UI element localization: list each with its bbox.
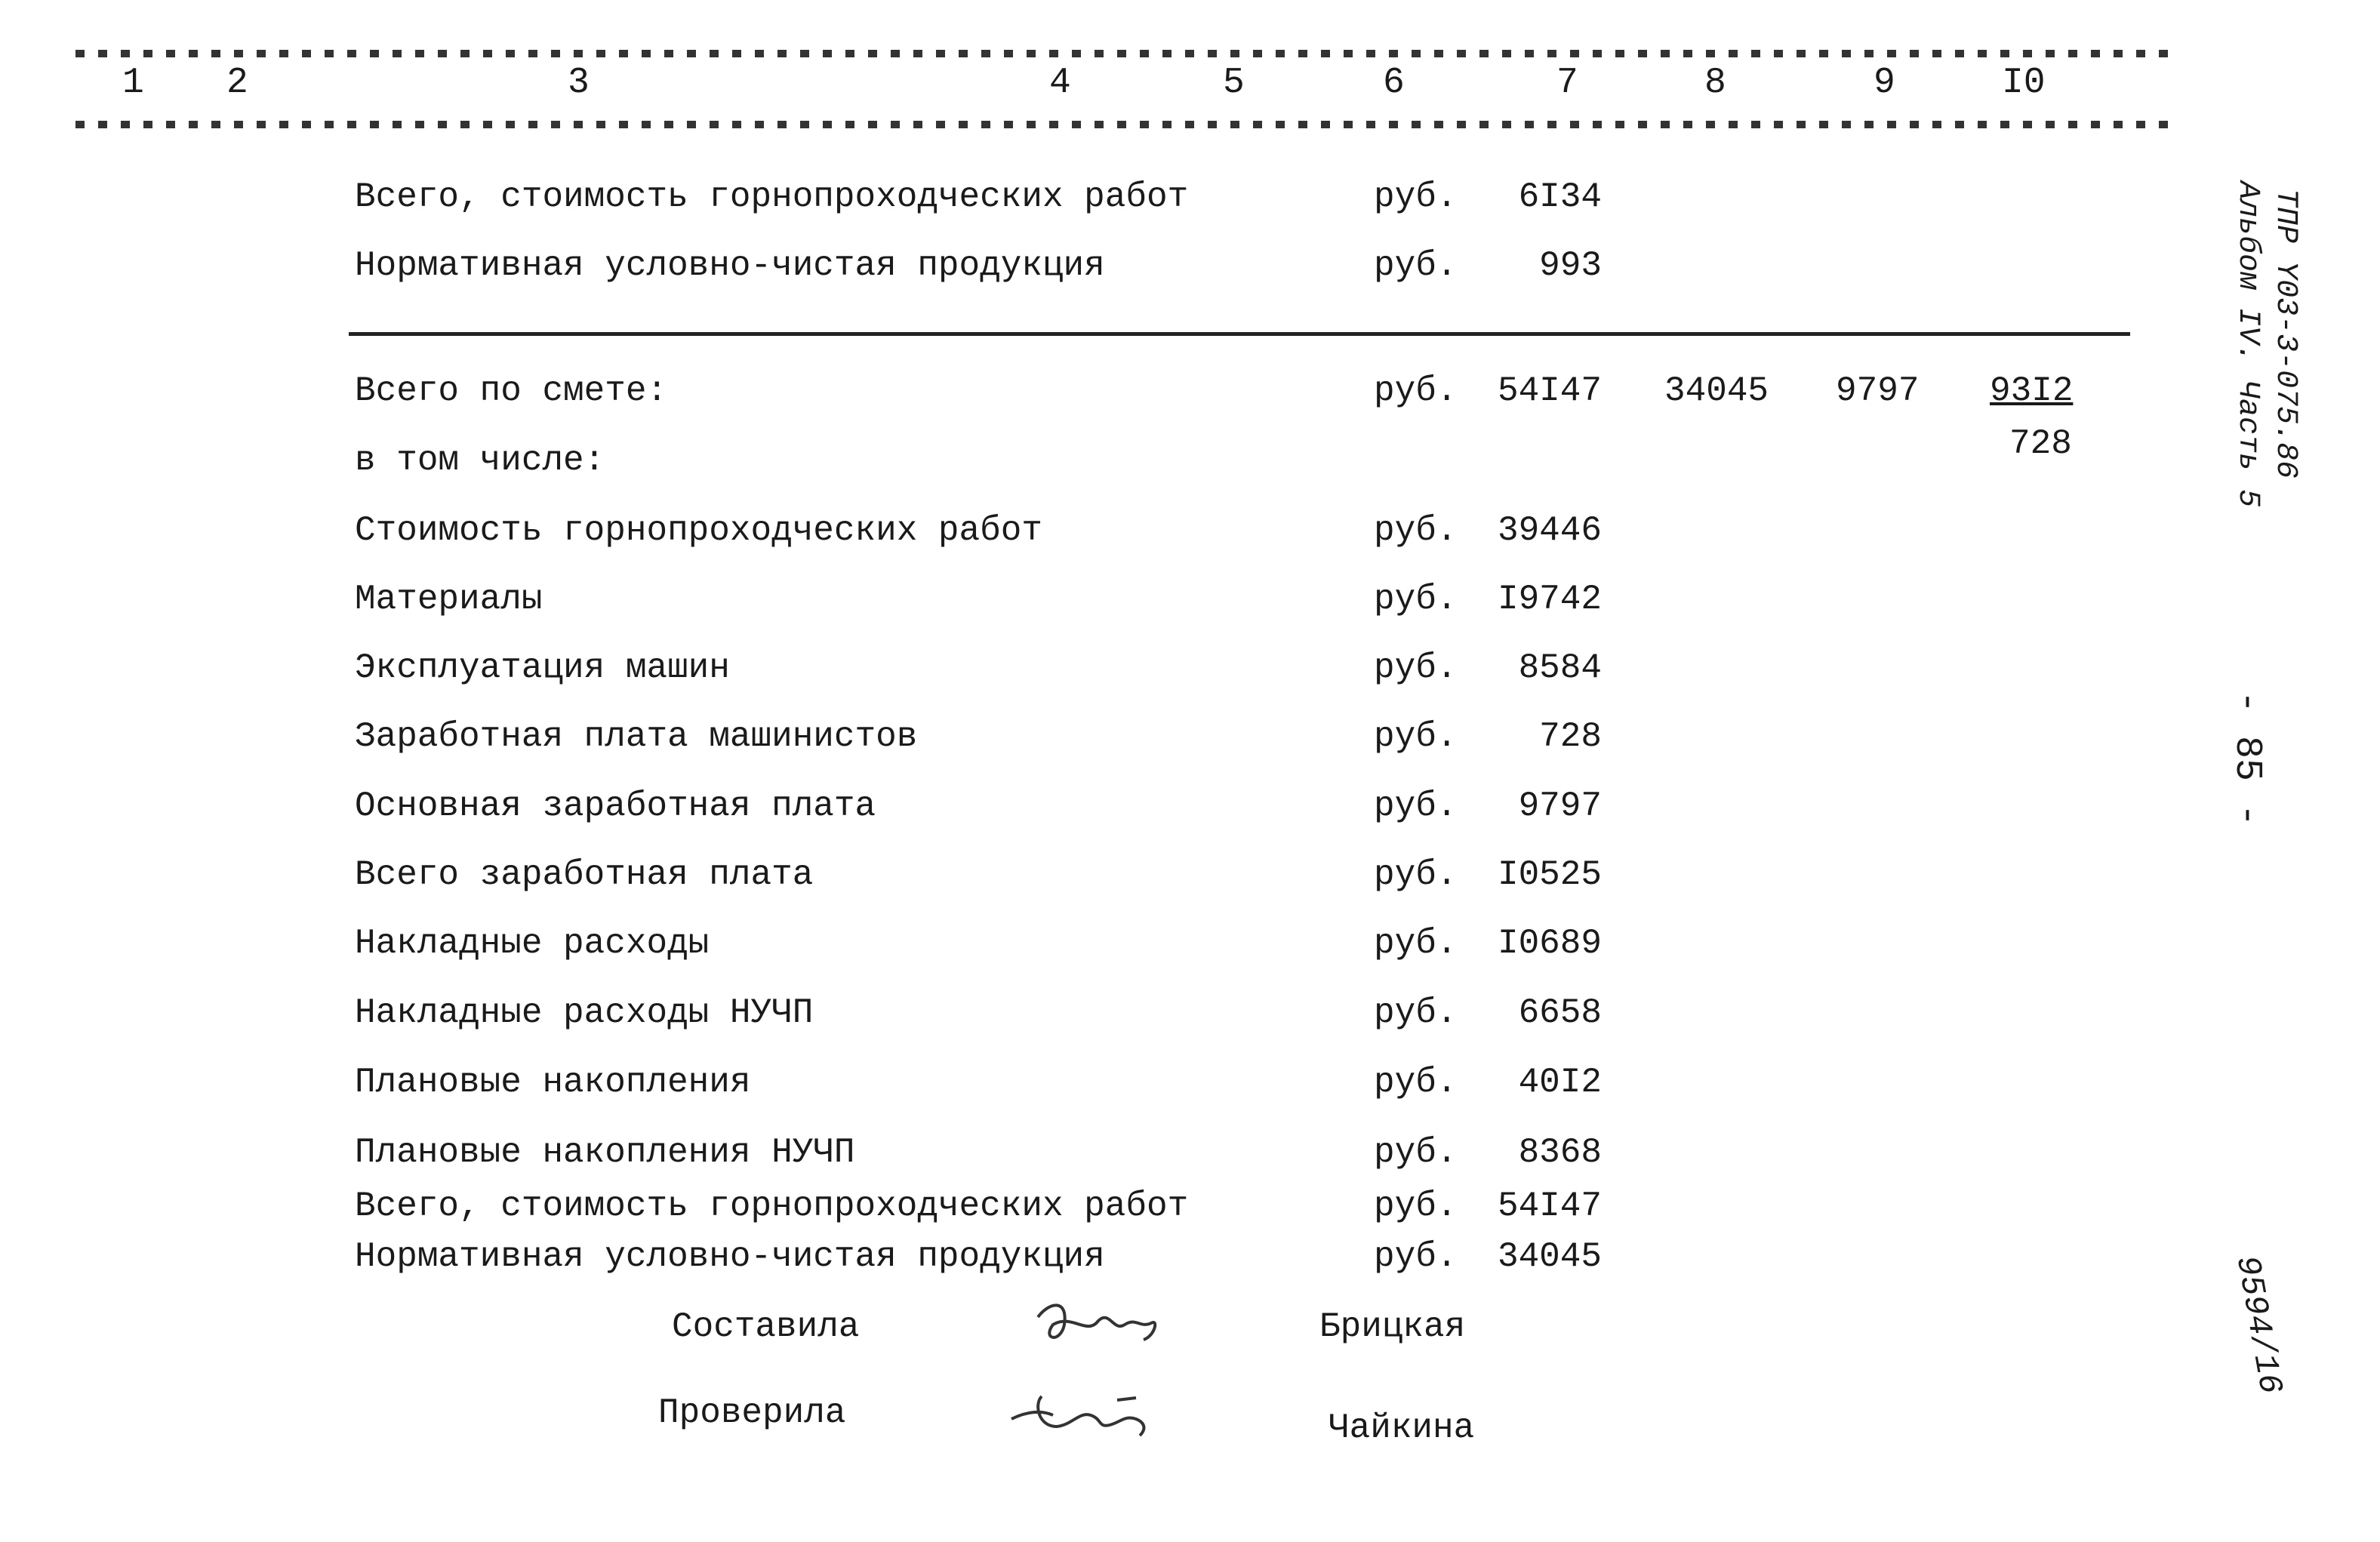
row-unit: руб. bbox=[1374, 177, 1458, 217]
row-value-col7: I9742 bbox=[1497, 580, 1602, 619]
row-value-col7: 54I47 bbox=[1497, 1187, 1602, 1226]
row-value-col7: 8584 bbox=[1518, 648, 1602, 688]
total-col9: 9797 bbox=[1836, 371, 1920, 411]
row-value-col7: 993 bbox=[1539, 246, 1602, 285]
row-label: Плановые накопления bbox=[355, 1063, 751, 1102]
total-unit: руб. bbox=[1374, 371, 1458, 411]
row-unit: руб. bbox=[1374, 993, 1458, 1033]
col-header-4: 4 bbox=[1049, 63, 1071, 103]
row-value-col7: 6658 bbox=[1518, 993, 1602, 1033]
row-unit: руб. bbox=[1374, 1063, 1458, 1102]
row-value-col7: I0525 bbox=[1497, 855, 1602, 894]
total-col10-top: 93I2 bbox=[1990, 371, 2074, 411]
compiled-name: Брицкая bbox=[1319, 1307, 1466, 1347]
row-unit: руб. bbox=[1374, 580, 1458, 619]
row-label: Основная заработная плата bbox=[355, 786, 876, 826]
col-header-2: 2 bbox=[226, 63, 248, 103]
row-unit: руб. bbox=[1374, 1187, 1458, 1226]
total-col10-bottom: 728 bbox=[2009, 424, 2072, 463]
separator-line bbox=[349, 332, 2130, 336]
row-value-col7: 6I34 bbox=[1518, 177, 1602, 217]
col-header-5: 5 bbox=[1223, 63, 1245, 103]
col-header-7: 7 bbox=[1556, 63, 1578, 103]
row-label: Материалы bbox=[355, 580, 543, 619]
total-col8: 34045 bbox=[1664, 371, 1769, 411]
page-number: - 85 - bbox=[2225, 691, 2268, 827]
row-label: Плановые накопления НУЧП bbox=[355, 1133, 855, 1172]
row-label: Нормативная условно-чистая продукция bbox=[355, 1237, 1105, 1276]
row-unit: руб. bbox=[1374, 246, 1458, 285]
row-unit: руб. bbox=[1374, 924, 1458, 963]
col-header-6: 6 bbox=[1383, 63, 1405, 103]
row-value-col7: 40I2 bbox=[1518, 1063, 1602, 1102]
row-value-col7: 34045 bbox=[1497, 1237, 1602, 1276]
album-code-line2: Альбом IV. Часть 5 bbox=[2231, 181, 2265, 508]
total-label: Всего по смете: bbox=[355, 371, 668, 411]
row-unit: руб. bbox=[1374, 786, 1458, 826]
row-value-col7: I0689 bbox=[1497, 924, 1602, 963]
row-label: Накладные расходы bbox=[355, 924, 710, 963]
compiled-label: Составила bbox=[672, 1307, 860, 1347]
row-label: Заработная плата машинистов bbox=[355, 717, 918, 756]
col-header-10: I0 bbox=[2002, 63, 2046, 103]
row-unit: руб. bbox=[1374, 511, 1458, 550]
checked-signature bbox=[996, 1381, 1178, 1449]
row-label: Всего, стоимость горнопроходческих работ bbox=[355, 1187, 1189, 1226]
header-top-line bbox=[75, 50, 2174, 57]
checked-name: Чайкина bbox=[1329, 1408, 1475, 1448]
incl-label: в том числе: bbox=[355, 441, 605, 480]
album-code-line1: ТПР Y03-3-075.86 bbox=[2268, 189, 2302, 479]
row-unit: руб. bbox=[1374, 1133, 1458, 1172]
row-value-col7: 8368 bbox=[1518, 1133, 1602, 1172]
row-label: Накладные расходы НУЧП bbox=[355, 993, 814, 1033]
row-label: Нормативная условно-чистая продукция bbox=[355, 246, 1105, 285]
col-header-9: 9 bbox=[1874, 63, 1895, 103]
row-value-col7: 9797 bbox=[1518, 786, 1602, 826]
row-unit: руб. bbox=[1374, 1237, 1458, 1276]
col-header-8: 8 bbox=[1704, 63, 1726, 103]
archive-number: 9594/16 bbox=[2227, 1253, 2289, 1397]
checked-label: Проверила bbox=[658, 1393, 846, 1433]
row-unit: руб. bbox=[1374, 717, 1458, 756]
col-header-3: 3 bbox=[568, 63, 590, 103]
total-col7: 54I47 bbox=[1497, 371, 1602, 411]
row-label: Эксплуатация машин bbox=[355, 648, 730, 688]
row-label: Стоимость горнопроходческих работ bbox=[355, 511, 1042, 550]
header-bottom-line bbox=[75, 121, 2174, 128]
col-header-1: 1 bbox=[122, 63, 144, 103]
row-unit: руб. bbox=[1374, 648, 1458, 688]
row-label: Всего, стоимость горнопроходческих работ bbox=[355, 177, 1189, 217]
row-value-col7: 728 bbox=[1539, 717, 1602, 756]
row-unit: руб. bbox=[1374, 855, 1458, 894]
row-label: Всего заработная плата bbox=[355, 855, 814, 894]
row-value-col7: 39446 bbox=[1497, 511, 1602, 550]
compiled-signature bbox=[1027, 1294, 1193, 1355]
